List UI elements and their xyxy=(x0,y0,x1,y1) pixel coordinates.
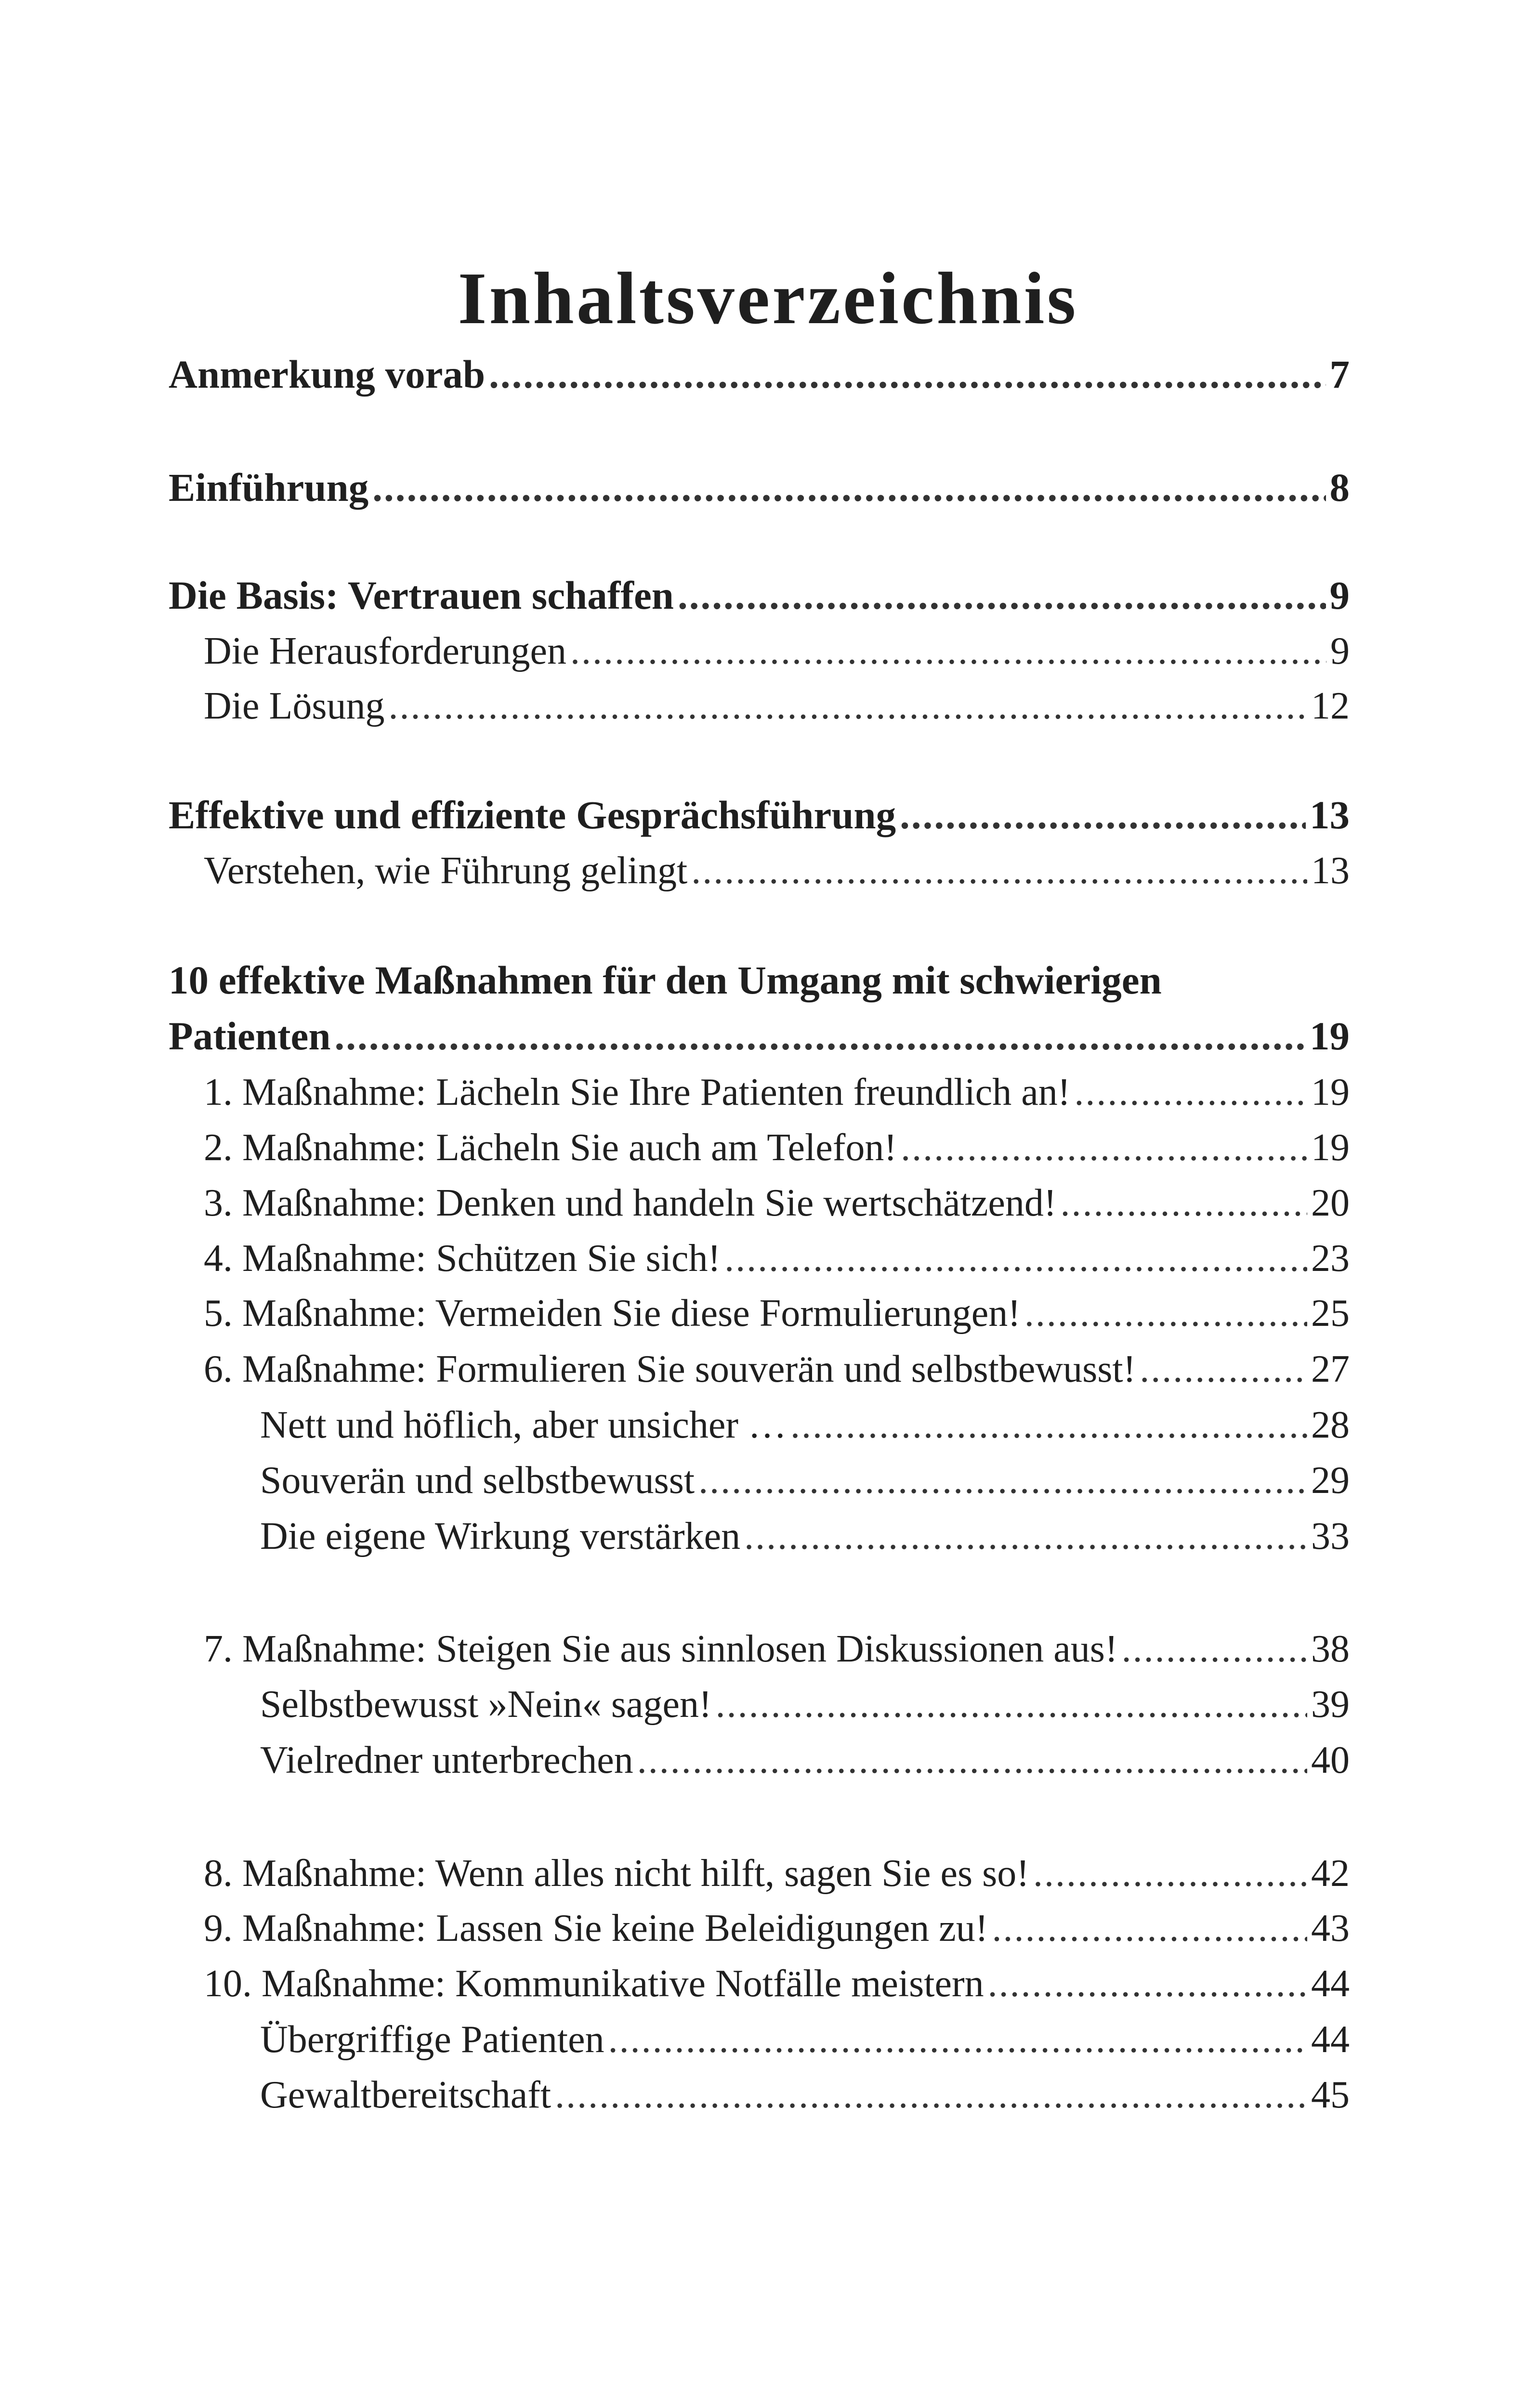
dot-leader xyxy=(691,844,1307,897)
toc-entry-loesung[interactable] xyxy=(204,680,1350,733)
toc-page-number: 13 xyxy=(1310,793,1350,837)
toc-entry-eigene-wirkung[interactable] xyxy=(260,1510,1350,1563)
toc-entry-nett-und-hoeflich[interactable] xyxy=(260,1399,1350,1452)
toc-entry-label: Die eigene Wirkung verstärken xyxy=(260,1515,741,1557)
toc-page-number: 19 xyxy=(1311,1126,1350,1169)
toc-entry-label: 3. Maßnahme: Denken und handeln Sie wertschätzend! xyxy=(204,1182,1057,1224)
dot-leader xyxy=(716,1678,1307,1731)
toc-entry-massnahme-1[interactable] xyxy=(204,1066,1350,1119)
dot-leader xyxy=(744,1510,1307,1563)
toc-entry-massnahme-8[interactable] xyxy=(204,1847,1350,1900)
toc-entry-label: Nett und höflich, aber unsicher … xyxy=(260,1404,787,1446)
dot-leader xyxy=(372,461,1326,514)
toc-entry-label: 10. Maßnahme: Kommunikative Notfälle meistern xyxy=(204,1963,984,2005)
toc-entry-label: Selbstbewusst »Nein« sagen! xyxy=(260,1683,712,1726)
dot-leader xyxy=(992,1902,1307,1955)
toc-page-number: 44 xyxy=(1311,1963,1350,2005)
toc-entry-label: 7. Maßnahme: Steigen Sie aus sinnlosen Diskussionen aus! xyxy=(204,1628,1118,1670)
dot-leader xyxy=(1033,1847,1307,1900)
toc-entry-massnahme-10[interactable] xyxy=(204,1957,1350,2010)
dot-leader xyxy=(555,2068,1307,2121)
toc-entry-massnahme-3[interactable] xyxy=(204,1177,1350,1230)
toc-entry-massnahme-9[interactable] xyxy=(204,1902,1350,1955)
dot-leader xyxy=(1061,1177,1307,1230)
toc-entry-massnahme-2[interactable] xyxy=(204,1121,1350,1174)
toc-entry-label: Anmerkung vorab xyxy=(169,352,486,396)
toc-page-number: 28 xyxy=(1311,1404,1350,1446)
toc-entry-label: 9. Maßnahme: Lassen Sie keine Beleidigungen zu! xyxy=(204,1907,988,1950)
toc-entry-massnahme-7[interactable] xyxy=(204,1623,1350,1675)
toc-page-number: 42 xyxy=(1311,1852,1350,1895)
toc-page-number: 27 xyxy=(1311,1348,1350,1390)
toc-entry-vielredner[interactable] xyxy=(260,1734,1350,1787)
toc-entry-herausforderungen[interactable] xyxy=(204,625,1350,678)
toc-page-number: 13 xyxy=(1311,850,1350,892)
toc-entry-massnahme-6[interactable] xyxy=(204,1343,1350,1396)
toc-page-number: 38 xyxy=(1311,1628,1350,1670)
toc-page-number: 8 xyxy=(1329,465,1350,510)
toc-page-number: 33 xyxy=(1311,1515,1350,1557)
toc-entry-massnahme-5[interactable] xyxy=(204,1287,1350,1340)
toc-entry-label: Effektive und effiziente Gesprächsführung xyxy=(169,793,896,837)
toc-page-number: 12 xyxy=(1311,685,1350,727)
toc-entry-label: Die Lösung xyxy=(204,685,385,727)
toc-page-number: 9 xyxy=(1330,630,1350,672)
toc-page-number: 9 xyxy=(1329,573,1350,617)
toc-entry-label: Übergriffige Patienten xyxy=(260,2018,604,2061)
dot-leader xyxy=(489,348,1326,401)
toc-entry-label: 2. Maßnahme: Lächeln Sie auch am Telefon! xyxy=(204,1126,897,1169)
toc-page-number: 29 xyxy=(1311,1459,1350,1502)
dot-leader xyxy=(900,788,1306,841)
toc-entry-label: 4. Maßnahme: Schützen Sie sich! xyxy=(204,1237,721,1280)
dot-leader xyxy=(570,625,1326,678)
toc-entry-die-basis[interactable] xyxy=(169,569,1350,622)
toc-page-number: 20 xyxy=(1311,1182,1350,1224)
toc-entry-uebergriffige-patienten[interactable] xyxy=(260,2013,1350,2066)
toc-entry-label: Die Herausforderungen xyxy=(204,630,567,672)
dot-leader xyxy=(1140,1343,1307,1396)
toc-entry-massnahme-4[interactable] xyxy=(204,1232,1350,1285)
toc-page-number: 7 xyxy=(1329,352,1350,396)
dot-leader xyxy=(608,2013,1307,2066)
dot-leader xyxy=(698,1454,1307,1507)
dot-leader xyxy=(637,1734,1307,1787)
toc-entry-patienten[interactable] xyxy=(169,1009,1350,1062)
toc-entry-nein-sagen[interactable] xyxy=(260,1678,1350,1731)
dot-leader xyxy=(1024,1287,1307,1340)
toc-page-number: 40 xyxy=(1311,1739,1350,1781)
toc-entry-gewaltbereitschaft[interactable] xyxy=(260,2068,1350,2121)
toc-chapter-heading-line1[interactable]: 10 effektive Maßnahmen für den Umgang mit schwierigen xyxy=(169,958,1162,1002)
toc-entry-einfuehrung[interactable] xyxy=(169,461,1350,514)
toc-entry-label: 5. Maßnahme: Vermeiden Sie diese Formulierungen! xyxy=(204,1292,1021,1335)
toc-entry-label: 1. Maßnahme: Lächeln Sie Ihre Patienten freundlich an! xyxy=(204,1071,1071,1113)
toc-page-number: 44 xyxy=(1311,2018,1350,2061)
toc-entry-label: Souverän und selbstbewusst xyxy=(260,1459,695,1502)
toc-entry-anmerkung[interactable] xyxy=(169,348,1350,401)
toc-page-number: 23 xyxy=(1311,1237,1350,1280)
toc-entry-label: 8. Maßnahme: Wenn alles nicht hilft, sagen Sie es so! xyxy=(204,1852,1029,1895)
toc-entry-label: Gewaltbereitschaft xyxy=(260,2074,551,2116)
toc-entry-label: Patienten xyxy=(169,1014,331,1058)
toc-entry-label: Die Basis: Vertrauen schaffen xyxy=(169,573,674,617)
toc-entry-label: Einführung xyxy=(169,465,369,510)
toc-entry-verstehen[interactable] xyxy=(204,844,1350,897)
dot-leader xyxy=(724,1232,1307,1285)
dot-leader xyxy=(988,1957,1307,2010)
toc-page-number: 39 xyxy=(1311,1683,1350,1726)
toc-entry-label: Verstehen, wie Führung gelingt xyxy=(204,850,688,892)
toc-entry-label: Vielredner unterbrechen xyxy=(260,1739,633,1781)
dot-leader xyxy=(1122,1623,1307,1675)
toc-page-number: 25 xyxy=(1311,1292,1350,1335)
page-title: Inhaltsverzeichnis xyxy=(458,258,1078,340)
toc-page-number: 43 xyxy=(1311,1907,1350,1950)
dot-leader xyxy=(389,680,1307,733)
dot-leader xyxy=(901,1121,1307,1174)
dot-leader xyxy=(790,1399,1307,1452)
toc-entry-gespraechsfuehrung[interactable] xyxy=(169,788,1350,841)
toc-entry-label: 6. Maßnahme: Formulieren Sie souverän und selbstbewusst! xyxy=(204,1348,1136,1390)
dot-leader xyxy=(678,569,1326,622)
toc-page-number: 19 xyxy=(1311,1071,1350,1113)
dot-leader xyxy=(335,1009,1306,1062)
toc-page-number: 19 xyxy=(1310,1014,1350,1058)
dot-leader xyxy=(1074,1066,1307,1119)
toc-entry-souveraen[interactable] xyxy=(260,1454,1350,1507)
toc-page-number: 45 xyxy=(1311,2074,1350,2116)
